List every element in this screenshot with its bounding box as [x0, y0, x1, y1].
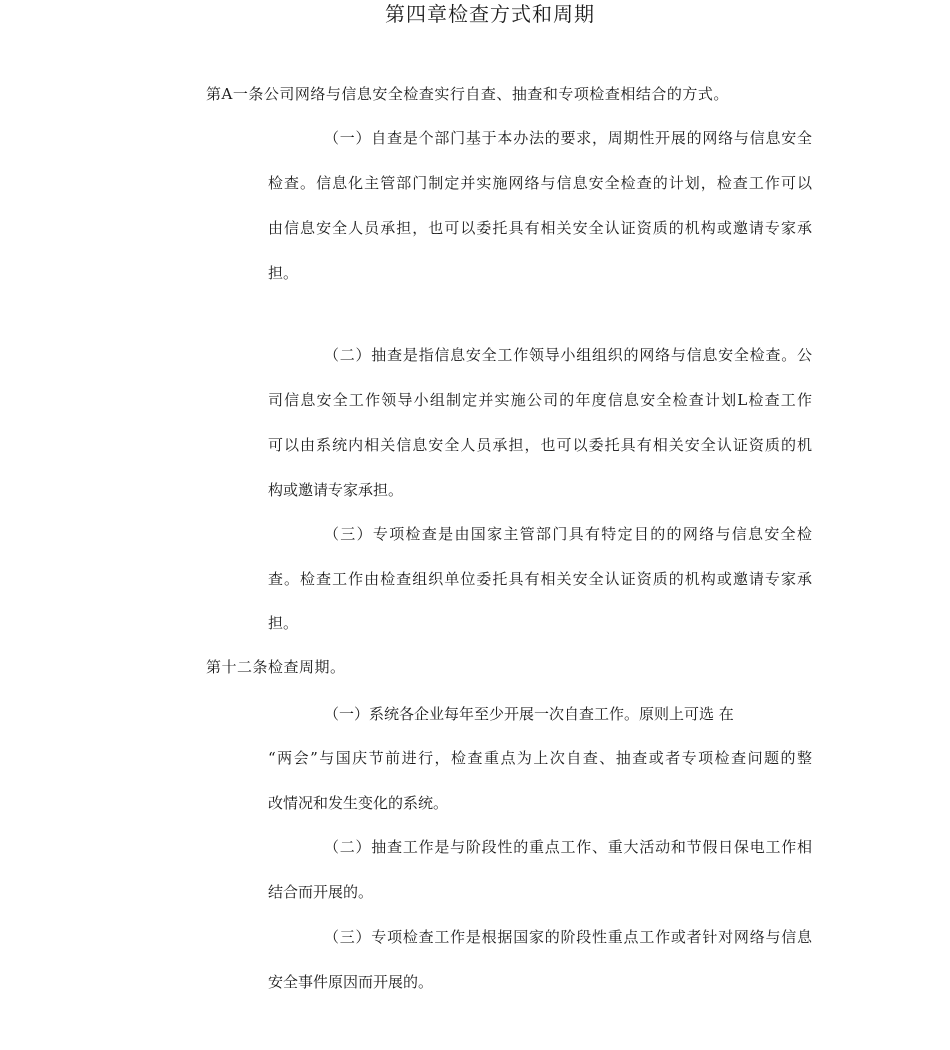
paragraph-line: （一）系统各企业每年至少开展一次自查工作。原则上可选 在: [324, 705, 734, 723]
paragraph-line: 司信息安全工作领导小组制定并实施公司的年度信息安全检查计划L检查工作: [268, 391, 812, 409]
paragraph-line: “两会”与国庆节前进行，检查重点为上次自查、抽查或者专项检查问题的整: [268, 749, 812, 767]
paragraph-line: （三）专项检查工作是根据国家的阶段性重点工作或者针对网络与信息: [324, 928, 812, 946]
chapter-title: 第四章检查方式和周期: [385, 2, 595, 26]
paragraph-line: （二）抽查是指信息安全工作领导小组组织的网络与信息安全检查。公: [324, 346, 812, 364]
paragraph-line: （三）专项检查是由国家主管部门具有特定目的的网络与信息安全检: [324, 525, 812, 543]
paragraph-line: 担。: [268, 614, 299, 632]
paragraph-line: 担。: [268, 264, 299, 282]
paragraph-line: 由信息安全人员承担，也可以委托具有相关安全认证资质的机构或邀请专家承: [268, 219, 812, 237]
article-heading: 第十二条检查周期。: [206, 658, 346, 676]
paragraph-line: 安全事件原因而开展的。: [268, 973, 434, 991]
paragraph-line: 可以由系统内相关信息安全人员承担，也可以委托具有相关安全认证资质的机: [268, 436, 812, 454]
paragraph-line: 查。检查工作由检查组织单位委托具有相关安全认证资质的机构或邀请专家承: [268, 570, 812, 588]
article-heading: 第A一条公司网络与信息安全检查实行自查、抽查和专项检查相结合的方式。: [206, 85, 729, 103]
paragraph-line: （一）自查是个部门基于本办法的要求，周期性开展的网络与信息安全: [324, 129, 812, 147]
paragraph-line: 结合而开展的。: [268, 883, 374, 901]
paragraph-line: 检查。信息化主管部门制定并实施网络与信息安全检查的计划，检查工作可以: [268, 174, 812, 192]
paragraph-line: 构或邀请专家承担。: [268, 481, 404, 499]
paragraph-line: 改情况和发生变化的系统。: [268, 794, 449, 812]
paragraph-line: （二）抽查工作是与阶段性的重点工作、重大活动和节假日保电工作相: [324, 838, 812, 856]
